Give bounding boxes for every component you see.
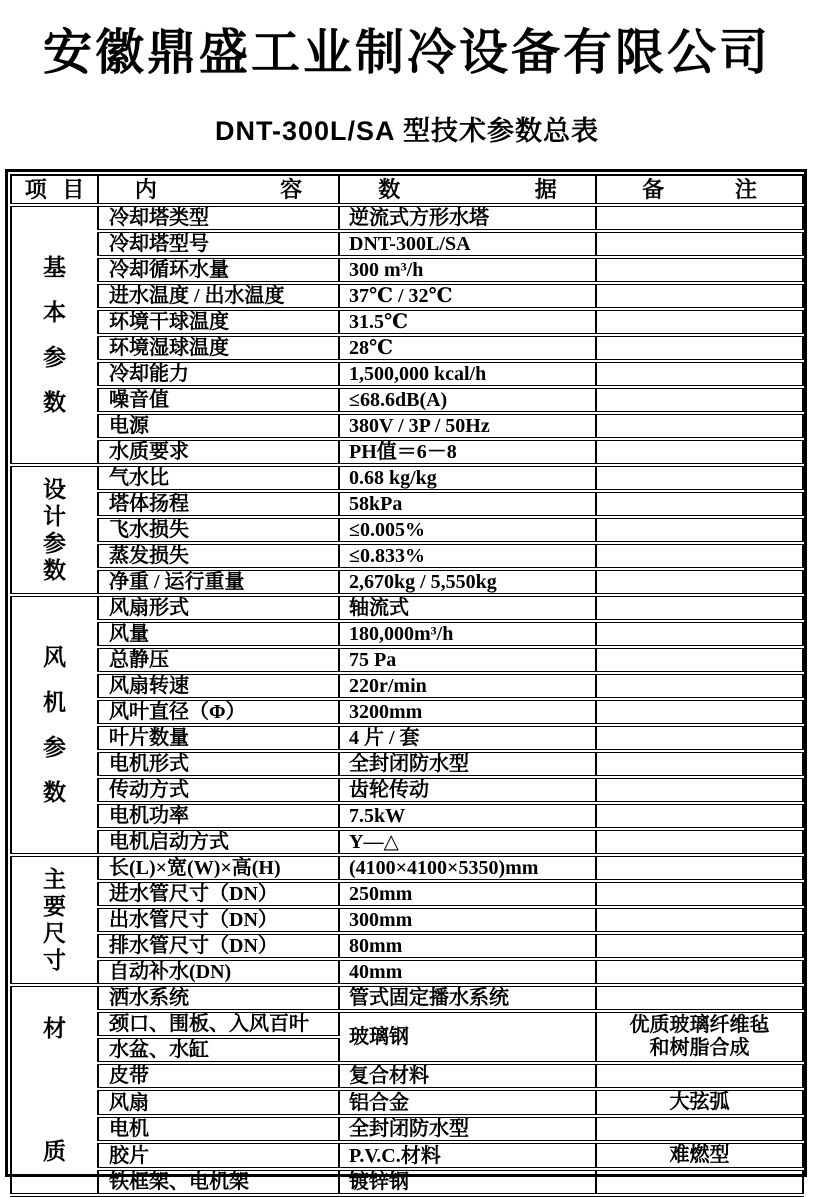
remark-cell bbox=[596, 491, 803, 517]
content-cell: 环境湿球温度 bbox=[98, 335, 339, 361]
table-row bbox=[11, 569, 803, 595]
content-cell: 风量 bbox=[98, 621, 339, 647]
data-cell: 铝合金 bbox=[339, 1089, 596, 1116]
header-char: 数 bbox=[378, 176, 401, 202]
table-row bbox=[11, 361, 803, 387]
section-label-char: 参 bbox=[43, 531, 66, 556]
section-label-basic-params bbox=[11, 205, 98, 465]
remark-cell bbox=[596, 933, 803, 959]
header-char: 目 bbox=[62, 176, 85, 202]
section-label-char: 寸 bbox=[43, 948, 66, 973]
data-cell: 1,500,000 kcal/h bbox=[339, 361, 596, 387]
content-cell: 洒水系统 bbox=[98, 985, 339, 1011]
table-row bbox=[11, 283, 803, 309]
remark-cell bbox=[596, 413, 803, 439]
remark-cell bbox=[596, 777, 803, 803]
content-cell: 铁框架、电机架 bbox=[98, 1169, 339, 1195]
col-header-remark bbox=[596, 175, 803, 205]
spec-table-frame bbox=[5, 169, 807, 1193]
content-cell: 风叶直径（Φ） bbox=[98, 699, 339, 725]
header-char: 内 bbox=[134, 176, 157, 202]
content-cell: 进水管尺寸（DN） bbox=[98, 881, 339, 907]
data-cell: 逆流式方形水塔 bbox=[339, 205, 596, 231]
content-cell: 胶片 bbox=[98, 1142, 339, 1169]
content-cell: 冷却能力 bbox=[98, 361, 339, 387]
data-cell: DNT-300L/SA bbox=[339, 231, 596, 257]
data-cell: 镀锌钢 bbox=[339, 1169, 596, 1195]
table-row bbox=[11, 673, 803, 699]
content-cell: 水盆、水缸 bbox=[98, 1037, 339, 1063]
content-cell: 总静压 bbox=[98, 647, 339, 673]
content-cell: 飞水损失 bbox=[98, 517, 339, 543]
table-row bbox=[11, 751, 803, 777]
table-row bbox=[11, 231, 803, 257]
remark-cell bbox=[596, 1169, 803, 1195]
header-char: 备 bbox=[642, 176, 665, 202]
remark-cell bbox=[596, 439, 803, 465]
section-label-char: 数 bbox=[43, 780, 66, 805]
data-cell: (4100×4100×5350)mm bbox=[339, 855, 596, 881]
section-label-fan-params bbox=[11, 595, 98, 855]
data-cell: 300 m³/h bbox=[339, 257, 596, 283]
table-row bbox=[11, 335, 803, 361]
table-row bbox=[11, 1116, 803, 1142]
section-label-char: 机 bbox=[43, 690, 66, 715]
table-row bbox=[11, 829, 803, 855]
data-cell: 7.5kW bbox=[339, 803, 596, 829]
table-row bbox=[11, 1142, 803, 1169]
content-cell: 电机 bbox=[98, 1116, 339, 1142]
content-cell: 传动方式 bbox=[98, 777, 339, 803]
table-row bbox=[11, 647, 803, 673]
content-cell: 电机功率 bbox=[98, 803, 339, 829]
data-cell: 380V / 3P / 50Hz bbox=[339, 413, 596, 439]
table-row bbox=[11, 439, 803, 465]
col-header-content bbox=[98, 175, 339, 205]
table-row bbox=[11, 933, 803, 959]
remark-cell bbox=[596, 1063, 803, 1089]
remark-cell bbox=[596, 699, 803, 725]
table-row bbox=[11, 621, 803, 647]
table-row bbox=[11, 907, 803, 933]
data-cell: 250mm bbox=[339, 881, 596, 907]
table-title: DNT-300L/SA 型技术参数总表 bbox=[214, 116, 600, 146]
remark-cell bbox=[596, 803, 803, 829]
section-label-char: 质 bbox=[43, 1139, 66, 1164]
table-row bbox=[11, 257, 803, 283]
content-cell: 自动补水(DN) bbox=[98, 959, 339, 985]
section-label-char: 材 bbox=[43, 1016, 66, 1041]
company-title: 安徽鼎盛工业制冷设备有限公司 bbox=[42, 25, 771, 80]
table-row bbox=[11, 387, 803, 413]
content-cell: 皮带 bbox=[98, 1063, 339, 1089]
data-cell: P.V.C.材料 bbox=[339, 1142, 596, 1169]
content-cell: 蒸发损失 bbox=[98, 543, 339, 569]
data-cell: ≤0.833% bbox=[339, 543, 596, 569]
header-char: 注 bbox=[734, 176, 757, 202]
content-cell: 电机启动方式 bbox=[98, 829, 339, 855]
section-label-char: 基 bbox=[43, 255, 66, 280]
section-label-char: 数 bbox=[43, 558, 66, 583]
data-cell: 80mm bbox=[339, 933, 596, 959]
data-cell: 全封闭防水型 bbox=[339, 1116, 596, 1142]
data-cell: 全封闭防水型 bbox=[339, 751, 596, 777]
data-cell: 300mm bbox=[339, 907, 596, 933]
remark-cell bbox=[596, 517, 803, 543]
table-row bbox=[11, 205, 803, 231]
data-cell: 58kPa bbox=[339, 491, 596, 517]
table-row bbox=[11, 1089, 803, 1116]
data-cell: 220r/min bbox=[339, 673, 596, 699]
remark-cell bbox=[596, 257, 803, 283]
table-row bbox=[11, 855, 803, 881]
header-char: 容 bbox=[280, 176, 303, 202]
content-cell: 净重 / 运行重量 bbox=[98, 569, 339, 595]
section-label-char: 数 bbox=[43, 390, 66, 415]
remark-cell bbox=[596, 959, 803, 985]
content-cell: 冷却循环水量 bbox=[98, 257, 339, 283]
table-row bbox=[11, 543, 803, 569]
remark-cell bbox=[596, 985, 803, 1011]
data-cell: 2,670kg / 5,550kg bbox=[339, 569, 596, 595]
table-row bbox=[11, 1063, 803, 1089]
data-cell-merged: 玻璃钢 bbox=[339, 1011, 596, 1063]
data-cell: 180,000m³/h bbox=[339, 621, 596, 647]
remark-cell bbox=[596, 361, 803, 387]
content-cell: 排水管尺寸（DN） bbox=[98, 933, 339, 959]
remark-cell bbox=[596, 673, 803, 699]
table-row bbox=[11, 309, 803, 335]
section-label-char: 参 bbox=[43, 735, 66, 760]
remark-cell bbox=[596, 907, 803, 933]
data-cell: 0.68 kg/kg bbox=[339, 465, 596, 491]
remark-cell bbox=[596, 647, 803, 673]
data-cell: 40mm bbox=[339, 959, 596, 985]
table-row bbox=[11, 595, 803, 621]
header-char: 项 bbox=[24, 176, 47, 202]
table-row bbox=[11, 1011, 803, 1037]
table-row bbox=[11, 803, 803, 829]
remark-cell bbox=[596, 725, 803, 751]
remark-cell bbox=[596, 335, 803, 361]
data-cell: ≤68.6dB(A) bbox=[339, 387, 596, 413]
section-label-main-dimensions bbox=[11, 855, 98, 985]
data-cell: 3200mm bbox=[339, 699, 596, 725]
remark-cell bbox=[596, 387, 803, 413]
spec-table bbox=[10, 174, 804, 1197]
section-label-char: 计 bbox=[43, 504, 66, 529]
data-cell: ≤0.005% bbox=[339, 517, 596, 543]
content-cell: 塔体扬程 bbox=[98, 491, 339, 517]
remark-cell bbox=[596, 231, 803, 257]
data-cell: 4 片 / 套 bbox=[339, 725, 596, 751]
content-cell: 电源 bbox=[98, 413, 339, 439]
remark-cell bbox=[596, 621, 803, 647]
table-row bbox=[11, 491, 803, 517]
table-row bbox=[11, 413, 803, 439]
content-cell: 出水管尺寸（DN） bbox=[98, 907, 339, 933]
data-cell: 轴流式 bbox=[339, 595, 596, 621]
content-cell: 长(L)×宽(W)×高(H) bbox=[98, 855, 339, 881]
content-cell: 风扇形式 bbox=[98, 595, 339, 621]
remark-cell bbox=[596, 829, 803, 855]
remark-cell bbox=[596, 881, 803, 907]
remark-line: 优质玻璃纤维毡 bbox=[629, 1014, 770, 1036]
header-char: 据 bbox=[534, 176, 557, 202]
remark-cell-merged bbox=[596, 1011, 803, 1063]
data-cell: 管式固定播水系统 bbox=[339, 985, 596, 1011]
table-row bbox=[11, 699, 803, 725]
remark-cell bbox=[596, 595, 803, 621]
content-cell: 冷却塔型号 bbox=[98, 231, 339, 257]
data-cell: PH值＝6－8 bbox=[339, 439, 596, 465]
section-label-char: 主 bbox=[43, 867, 66, 892]
data-cell: 75 Pa bbox=[339, 647, 596, 673]
col-header-data bbox=[339, 175, 596, 205]
content-cell: 风扇 bbox=[98, 1089, 339, 1116]
table-row bbox=[11, 777, 803, 803]
table-row bbox=[11, 985, 803, 1011]
remark-cell: 难燃型 bbox=[596, 1142, 803, 1169]
table-row bbox=[11, 517, 803, 543]
data-cell: Y—△ bbox=[339, 829, 596, 855]
table-row bbox=[11, 725, 803, 751]
data-cell: 齿轮传动 bbox=[339, 777, 596, 803]
content-cell: 风扇转速 bbox=[98, 673, 339, 699]
remark-cell bbox=[596, 309, 803, 335]
content-cell: 噪音值 bbox=[98, 387, 339, 413]
remark-cell bbox=[596, 569, 803, 595]
section-label-materials bbox=[11, 985, 98, 1195]
remark-cell bbox=[596, 855, 803, 881]
table-row bbox=[11, 881, 803, 907]
table-row bbox=[11, 959, 803, 985]
data-cell: 37℃ / 32℃ bbox=[339, 283, 596, 309]
section-label-char: 本 bbox=[43, 300, 66, 325]
content-cell: 水质要求 bbox=[98, 439, 339, 465]
table-row bbox=[11, 465, 803, 491]
data-cell: 28℃ bbox=[339, 335, 596, 361]
content-cell: 叶片数量 bbox=[98, 725, 339, 751]
remark-line: 和树脂合成 bbox=[649, 1037, 750, 1059]
content-cell: 进水温度 / 出水温度 bbox=[98, 283, 339, 309]
data-cell: 31.5℃ bbox=[339, 309, 596, 335]
content-cell: 电机形式 bbox=[98, 751, 339, 777]
table-row bbox=[11, 1169, 803, 1195]
section-label-char: 尺 bbox=[43, 921, 66, 946]
section-label-design-params bbox=[11, 465, 98, 595]
section-label-char: 要 bbox=[43, 894, 66, 919]
content-cell: 气水比 bbox=[98, 465, 339, 491]
remark-cell bbox=[596, 1116, 803, 1142]
section-label-char: 风 bbox=[43, 645, 66, 670]
col-header-item bbox=[11, 175, 98, 205]
remark-cell bbox=[596, 465, 803, 491]
remark-cell bbox=[596, 751, 803, 777]
remark-cell: 大弦弧 bbox=[596, 1089, 803, 1116]
header-row bbox=[11, 175, 803, 205]
section-label-char: 设 bbox=[43, 477, 66, 502]
remark-cell bbox=[596, 283, 803, 309]
remark-cell bbox=[596, 205, 803, 231]
content-cell: 颈口、围板、入风百叶 bbox=[98, 1011, 339, 1037]
section-label-char: 参 bbox=[43, 345, 66, 370]
remark-cell bbox=[596, 543, 803, 569]
content-cell: 环境干球温度 bbox=[98, 309, 339, 335]
content-cell: 冷却塔类型 bbox=[98, 205, 339, 231]
data-cell: 复合材料 bbox=[339, 1063, 596, 1089]
